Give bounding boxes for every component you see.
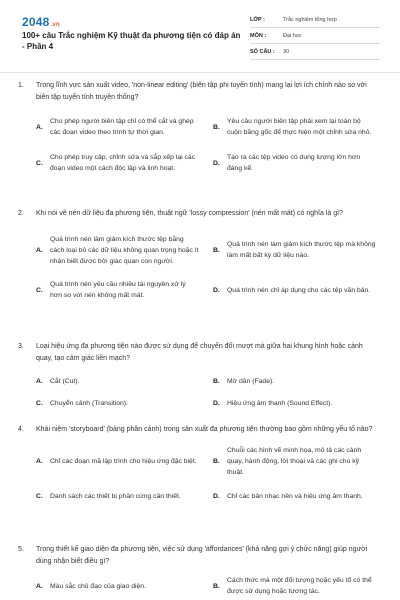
logo-text: 2048: [22, 15, 50, 29]
option-text: Quá trình nén làm giảm kích thước tệp mà không làm mất bất kỳ dữ liệu nào.: [227, 241, 376, 259]
option-d[interactable]: [213, 481, 380, 511]
info-key: SỐ CÂU :: [250, 48, 275, 55]
question-text: [18, 424, 380, 436]
option-text: Cho phép người biên tập chỉ có thể cắt và ghép các đoạn video theo trình tự thời gian.: [50, 118, 194, 136]
option-letter: D.: [213, 492, 220, 500]
question-body: Trong lĩnh vực sản xuất video, 'non-linear editing' (biên tập phi tuyến tính) mang lại lợi ích chính nào so với biên tập tuyến tính truyền thống?: [36, 82, 367, 101]
option-letter: A.: [36, 457, 43, 465]
question-number: 4.: [18, 426, 24, 433]
option-letter: B.: [213, 246, 220, 254]
option-a[interactable]: [36, 225, 203, 275]
question-4: [18, 424, 380, 511]
options-grid: [36, 573, 380, 599]
header-divider: [0, 72, 400, 73]
option-b[interactable]: [213, 441, 380, 481]
document-header: [0, 0, 400, 70]
question-2: [18, 208, 380, 305]
option-letter: C.: [36, 159, 43, 167]
option-d[interactable]: [213, 275, 380, 305]
option-a[interactable]: [36, 109, 203, 145]
option-d[interactable]: [213, 145, 380, 181]
option-b[interactable]: [213, 573, 380, 599]
info-row-class: [250, 12, 380, 28]
info-key: MÔN :: [250, 32, 267, 39]
option-d[interactable]: [213, 392, 380, 414]
option-b[interactable]: [213, 370, 380, 392]
options-grid: [36, 225, 380, 305]
option-letter: B.: [213, 123, 220, 131]
info-value: 30: [283, 48, 290, 55]
question-number: 1.: [18, 82, 24, 89]
option-letter: C.: [36, 399, 43, 407]
options-grid: [36, 109, 380, 181]
info-value: Đại học: [283, 32, 302, 39]
info-panel: [250, 12, 380, 60]
option-letter: B.: [213, 457, 220, 465]
info-key: LỚP :: [250, 16, 265, 23]
question-text: [18, 544, 380, 568]
info-row-subject: [250, 28, 380, 44]
option-text: Danh sách các thiết bị phần cứng cần thiết.: [50, 492, 181, 500]
info-value: Trắc nghiệm tổng hợp: [283, 16, 337, 23]
option-b[interactable]: [213, 109, 380, 145]
option-letter: A.: [36, 246, 43, 254]
option-text: Chuyển cảnh (Transition).: [50, 399, 128, 407]
options-grid: [36, 441, 380, 511]
option-text: Quá trình nén chỉ áp dụng cho các tệp văn bản.: [227, 286, 371, 294]
question-text: [18, 341, 380, 365]
question-5: [18, 544, 380, 599]
options-grid: [36, 370, 380, 414]
question-text: [18, 208, 380, 220]
page-title: 100+ câu Trắc nghiệm Kỹ thuật đa phương tiện có đáp án - Phần 4: [22, 31, 241, 51]
info-row-count: [250, 44, 380, 60]
option-text: Yêu cầu người biên tập phải xem lại toàn bộ cuộn băng gốc để thực hiện một chỉnh sửa nhỏ.: [227, 118, 372, 136]
option-text: Chỉ các đoạn mã lập trình cho hiệu ứng đặc biệt.: [50, 457, 197, 465]
option-c[interactable]: [36, 275, 203, 305]
question-number: 2.: [18, 210, 24, 217]
option-letter: C.: [36, 492, 43, 500]
option-letter: A.: [36, 582, 43, 590]
option-text: Chỉ các bản nhạc nền và hiệu ứng âm thanh.: [227, 492, 363, 500]
question-number: 3.: [18, 343, 24, 350]
option-text: Cách thức mà một đối tượng hoặc yếu tố có thể được sử dụng hoặc tương tác.: [227, 577, 372, 595]
site-logo[interactable]: [22, 15, 60, 29]
question-text: [18, 80, 380, 104]
option-text: Mờ dần (Fade).: [227, 377, 275, 385]
question-body: Trong thiết kế giao diện đa phương tiện, việc sử dụng 'affordances' (khả năng gợi ý chức năng) giúp người dùng nhận biết điều gì?: [36, 546, 368, 565]
option-b[interactable]: [213, 225, 380, 275]
option-letter: D.: [213, 399, 220, 407]
option-text: Quá trình nén làm giảm kích thước tệp bằng cách loại bỏ các dữ liệu không quan trọng hoặc ít nhận biết được bởi giác quan con người.: [50, 235, 199, 265]
option-c[interactable]: [36, 392, 203, 414]
option-letter: A.: [36, 377, 43, 385]
option-text: Cắt (Cut).: [50, 377, 80, 385]
option-letter: A.: [36, 123, 43, 131]
option-c[interactable]: [36, 145, 203, 181]
option-text: Quá trình nén yêu cầu nhiều tài nguyên xử lý hơn so với nén không mất mát.: [50, 281, 186, 299]
logo-suffix: .vn: [50, 22, 60, 28]
option-c[interactable]: [36, 481, 203, 511]
question-1: [18, 80, 380, 181]
option-letter: B.: [213, 582, 220, 590]
option-text: Hiệu ứng âm thanh (Sound Effect).: [227, 399, 333, 407]
option-text: Chuỗi các hình vẽ minh họa, mô tả các cảnh quay, hành động, lời thoại và các ghi chú kỹ thuật.: [227, 446, 362, 476]
question-body: Khái niệm 'storyboard' (bảng phân cảnh) trong sản xuất đa phương tiện thường bao gồm những yếu tố nào?: [36, 426, 373, 433]
option-text: Màu sắc chủ đạo của giao diện.: [50, 582, 146, 590]
option-letter: D.: [213, 159, 220, 167]
option-a[interactable]: [36, 370, 203, 392]
option-text: Tạo ra các tệp video có dung lượng lớn hơn đáng kể.: [227, 154, 361, 172]
option-letter: D.: [213, 286, 220, 294]
question-number: 5.: [18, 546, 24, 553]
option-letter: B.: [213, 377, 220, 385]
option-a[interactable]: [36, 573, 203, 599]
question-body: Loại hiệu ứng đa phương tiện nào được sử dụng để chuyển đổi mượt mà giữa hai khung hình hoặc cảnh quay, tạo cảm giác liền mạch?: [36, 343, 363, 362]
question-3: [18, 341, 380, 414]
option-text: Cho phép truy cập, chỉnh sửa và sắp xếp lại các đoạn video một cách độc lập và linh hoạt.: [50, 154, 196, 172]
option-letter: C.: [36, 286, 43, 294]
option-a[interactable]: [36, 441, 203, 481]
question-body: Khi nói về nén dữ liệu đa phương tiện, thuật ngữ 'lossy compression' (nén mất mát) có nghĩa là gì?: [36, 210, 343, 217]
